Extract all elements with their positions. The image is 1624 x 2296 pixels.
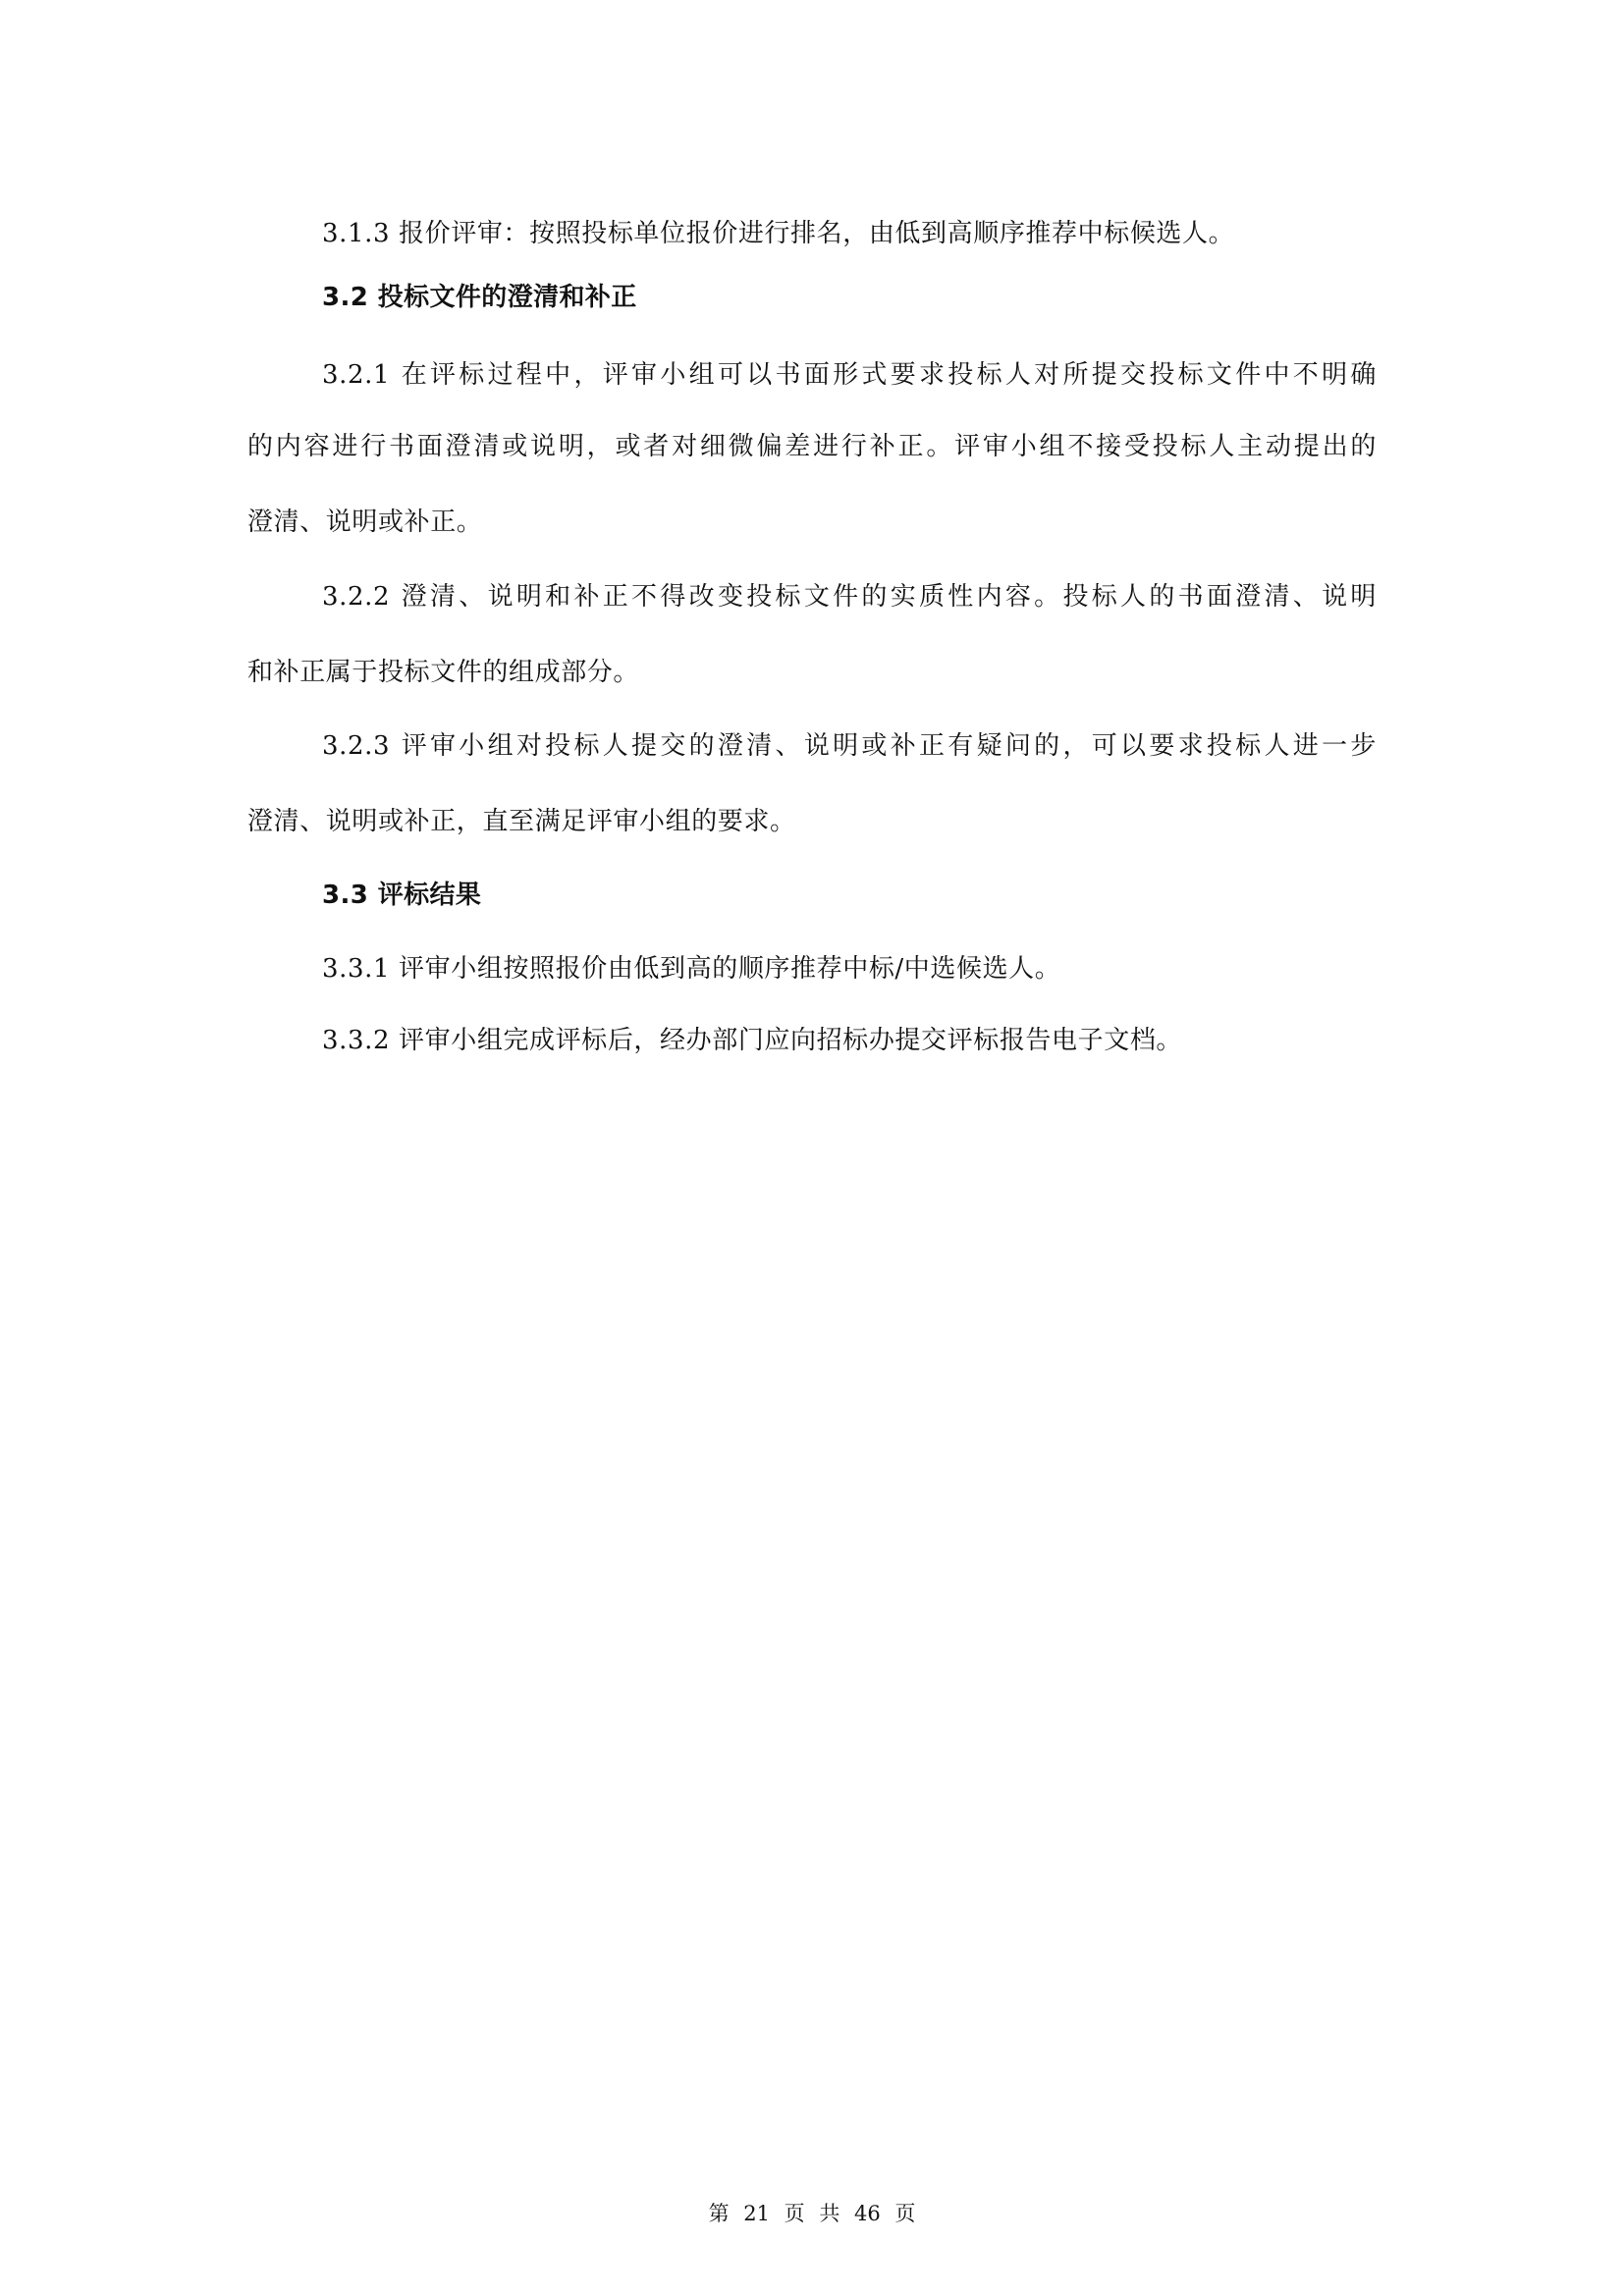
paragraph-3-2-3-line-1: 3.2.3 评审小组对投标人提交的澄清、说明或补正有疑问的，可以要求投标人进一步: [322, 731, 1377, 761]
section-heading-3-2: 3.2 投标文件的澄清和补正: [322, 283, 637, 312]
paragraph-3-2-1-line-1: 3.2.1 在评标过程中，评审小组可以书面形式要求投标人对所提交投标文件中不明确: [322, 360, 1377, 390]
paragraph-3-2-3-line-2: 澄清、说明或补正，直至满足评审小组的要求。: [247, 807, 796, 836]
paragraph-3-2-2-line-1: 3.2.2 澄清、说明和补正不得改变投标文件的实质性内容。投标人的书面澄清、说明: [322, 582, 1377, 612]
paragraph-3-3-2: 3.3.2 评审小组完成评标后，经办部门应向招标办提交评标报告电子文档。: [322, 1026, 1183, 1055]
page-footer-page-number: 第 21 页 共 46 页: [708, 2202, 916, 2225]
paragraph-3-2-1-line-2: 的内容进行书面澄清或说明，或者对细微偏差进行补正。评审小组不接受投标人主动提出的: [247, 432, 1377, 461]
section-heading-3-3: 3.3 评标结果: [322, 881, 482, 910]
paragraph-3-2-2-line-2: 和补正属于投标文件的组成部分。: [247, 658, 640, 687]
paragraph-3-2-1-line-3: 澄清、说明或补正。: [247, 507, 483, 537]
paragraph-3-3-1: 3.3.1 评审小组按照报价由低到高的顺序推荐中标/中选候选人。: [322, 954, 1061, 984]
paragraph-3-1-3: 3.1.3 报价评审：按照投标单位报价进行排名，由低到高顺序推荐中标候选人。: [322, 219, 1235, 248]
